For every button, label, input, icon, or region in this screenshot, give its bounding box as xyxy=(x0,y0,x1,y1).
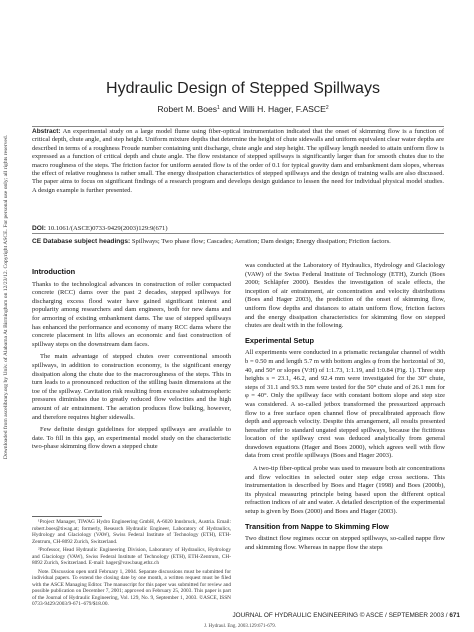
doi-line xyxy=(32,225,444,232)
author-line xyxy=(28,104,458,114)
footnotes xyxy=(32,519,231,610)
author-second-footnote-mark: 2 xyxy=(325,105,329,111)
left-column xyxy=(32,262,231,456)
citation-line: J. Hydraul. Eng. 2003.129:671-679. xyxy=(204,624,276,629)
author-first-footnote-mark: 1 xyxy=(217,105,220,111)
journal-footer xyxy=(200,612,460,619)
journal-footer-text: JOURNAL OF HYDRAULIC ENGINEERING © ASCE / SEPTEMBER 2003 / xyxy=(232,612,450,619)
ce-database-label: CE Database subject headings: xyxy=(32,238,131,245)
download-sidebar-notice: Downloaded from ascelibrary.org by Univ. of Alabama At Birmingham on 12/23/12. Copyright ASCE. For personal use only; all rights reserved. xyxy=(3,134,9,460)
setup-paragraph-1: All experiments were conducted in a prismatic rectangular channel of width b = 0.50 m and length 5.7 m with bottom angles φ from the horizontal of 30, 40, and 50° or slopes (V:H) of 1:1.73, 1:1.19, and 1:0.84 (Fig. 1). Three step heights s = 23.1, 46.2, and 92.4 mm were investigated for the 30° chute, steps of 31.1 and 93.3 mm were tested for the 50° chute and of 26.1 mm for φ = 40°. Only the spillway face with constant bottom slope and step size was considered. A so-called jetbox transformed the pressurized approach flow to a free surface open channel flow of precalibrated approach flow depth and approach velocity. Despite this arrangement, all results presented hereafter refer to standard ungated stepped spillways, because the fictitious location of the spillway crest was deduced analytically from general drawdown equations (Hager and Boes 2000), which agrees well with flow data from crest profile spillways (Boes and Hager 2003). xyxy=(245,349,445,460)
footnote-note: Note. Discussion open until February 1, 2004. Separate discussions must be submitted for individual papers. To extend the closing date by one month, a written request must be filed with the ASCE Managing Editor. The manuscript for this paper was submitted for review and possible publication on December 7, 2001; approved on February 25, 2003. This paper is part of the Journal of Hydraulic Engineering, Vol. 129, No. 9, September 1, 2003. ©ASCE, ISSN 0733-9429/2003/9-671–679/$18.00. xyxy=(32,568,231,607)
footnote-1: ¹Project Manager, TIWAG Hydro Engineering GmbH, A-6020 Innsbruck, Austria. Email: robert.boes@tiwag.at; formerly, Research Hydraulic Engineer, Laboratory of Hydraulics, Hydrology and Glaciology (VAW), Swiss Federal Institute of Technology (ETH), ETH-Zentrum, CH-8092 Zurich, Switzerland. xyxy=(32,519,231,545)
paper-title: Hydraulic Design of Stepped Spillways xyxy=(106,80,380,97)
introduction-heading: Introduction xyxy=(32,267,76,276)
right-column xyxy=(245,262,445,556)
intro-paragraph-3: Few definite design guidelines for stepped spillways are available to date. To fill in this gap, an experimental model study on the characteristic two-phase skimming flow down a stepped chute xyxy=(32,426,231,451)
abstract-text: An experimental study on a large model flume using fiber-optical instrumentation indicated that the onset of skimming flow is a function of critical depth, chute angle, and step height. Uniform mixture depths that determine the height of chute sidewalls and uniform equivalent clear water depths are described in terms of a roughness Froude number containing unit discharge, chute angle and step height. The spillway length needed to attain uniform flow is expressed as a function of critical depth and chute angle. The flow resistance of stepped spillways is significantly larger than for smooth chutes due to the macro roughness of the steps. The friction factor for uniform aerated flow is of the order of 0.1 for typical gravity dam and embankment dam slopes, whereas the effect of relative roughness is rather small. The energy dissipation characteristics of stepped spillways and the design of training walls are also discussed. The paper aims to focus on significant findings of a research program and develops design guidance to lessen the need for individual physical model studies. A design example is further presented. xyxy=(32,128,444,194)
transition-paragraph: Two distinct flow regimes occur on stepped spillways, so-called nappe flow and skimming flow. Whereas in nappe flow the steps xyxy=(245,535,445,551)
doi-value: 10.1061/(ASCE)0733-9429(2003)129:9(671) xyxy=(45,225,168,232)
footnote-2: ²Professor, Head Hydraulic Engineering Division, Laboratory of Hydraulics, Hydrology and Glaciology (VAW), Swiss Federal Institute of Technology (ETH), ETH-Zentrum, CH-8092 Zurich, Switzerland. E-mail: hager@vaw.baug.ethz.ch xyxy=(32,547,231,566)
experimental-setup-heading: Experimental Setup xyxy=(245,335,314,345)
footnote-divider xyxy=(32,516,102,517)
intro-paragraph-1: Thanks to the technological advances in construction of roller compacted concrete (RCC) dams over the past 2 decades, stepped spillways for discharging excess flood water have gained significant interest and popularity among researchers and dam engineers, both for new dams and for armoring of existing embankment dams. The use of stepped spillways has enhanced the performance and economy of many RCC dams where the concrete placement in lifts allows an economic and fast construction of spillway steps on the downstream dam faces. xyxy=(32,280,231,348)
author-first: Robert M. Boes xyxy=(157,104,218,114)
abstract-label: Abstract: xyxy=(32,128,61,135)
ce-database-value: Spillways; Two phase flow; Cascades; Aeration; Dam design; Energy dissipation; Friction factors. xyxy=(130,238,391,245)
right-paragraph-0: was conducted at the Laboratory of Hydraulics, Hydrology and Glaciology (VAW) of the Swiss Federal Institute of Technology (ETH), Zurich (Boes 2000; Schläpfer 2000). Besides the investigation of scale effects, the inception of air entrainment, air concentration and velocity distributions (Boes and Hager 2003), the prediction of the onset of skimming flow, uniform flow depths and distances to attain uniform flow, friction factors and the energy dissipation characteristics for skimming flow on stepped chutes are dealt with in the following. xyxy=(245,262,445,330)
doi-label: DOI: xyxy=(32,225,46,232)
setup-paragraph-2: A two-tip fiber-optical probe was used to measure both air concentrations and flow velocities in selected outer step edge cross sections. This instrumentation is described by Boes and Hager (1998) and Boes (2000b), its physical measuring principle being based upon the different optical refraction indices of air and water. A detailed description of the experimental setup is given by Boes (2000) and Boes and Hager (2003). xyxy=(245,465,445,516)
intro-paragraph-2: The main advantage of stepped chutes over conventional smooth spillways, in addition to construction economy, is the significant energy dissipation along the chute due to the macroroughness of the steps. This in turn leads to a pronounced reduction of the stilling basin dimensions at the toe of the spillway. Cavitation risk resulting from excessive subatmospheric pressures diminishes due to greatly reduced flow velocities and the high amount of air entrainment. The aeration produces flow bulking, however, and therefore requires higher sidewalls. xyxy=(32,353,231,421)
page-number: 671 xyxy=(449,612,460,619)
abstract xyxy=(32,128,444,195)
transition-heading: Transition from Nappe to Skimming Flow xyxy=(245,521,389,531)
author-second: and Willi H. Hager, F.ASCE xyxy=(219,104,326,114)
ce-database-headings xyxy=(32,238,444,245)
